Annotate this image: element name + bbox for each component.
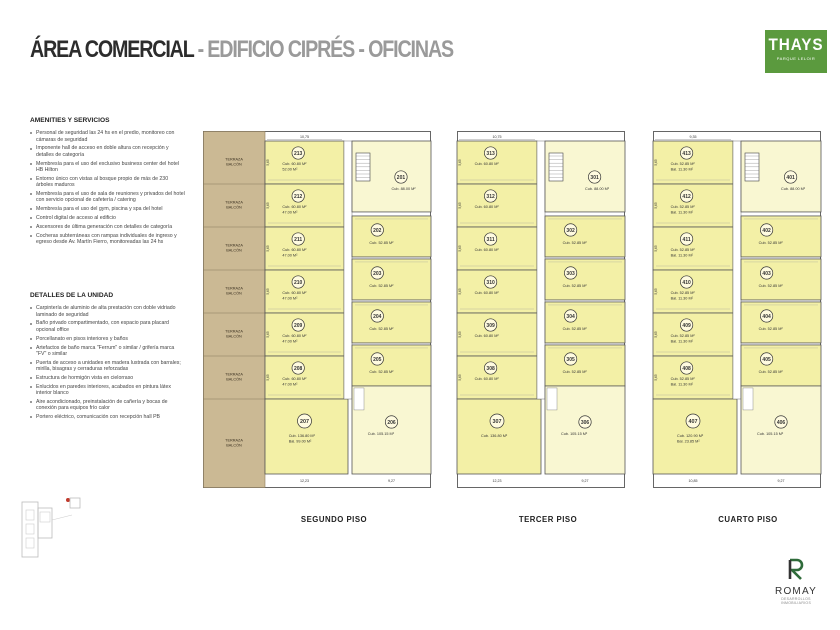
dimension-label: 5,65: [266, 288, 270, 295]
dimension-label: 9,27: [581, 479, 589, 483]
unit-area: Cub. 52.85 M²: [369, 326, 394, 331]
detail-item: Portero eléctrico, comunicación con recepción hall PB: [30, 414, 185, 420]
unit-405: [741, 345, 821, 386]
corridor: [537, 141, 545, 399]
amenity-item: Membresía para el uso del exclusivo business center del hotel HB Hilton: [30, 161, 185, 174]
unit-area: Cub. 136.80 M²: [481, 434, 508, 438]
unit-number: 305: [566, 356, 575, 363]
floor-plan-second: [199, 131, 435, 492]
unit-area: Cub. 52.85 M²: [369, 369, 394, 374]
unit-number: 302: [566, 227, 575, 234]
stair-core: [356, 153, 370, 181]
unit-203: [352, 259, 431, 300]
unit-number: 407: [688, 419, 698, 425]
unit-area: 52.00 M²: [282, 167, 298, 172]
corridor: [344, 141, 352, 399]
unit-number: 205: [373, 356, 382, 363]
floor-plan-svg: [453, 131, 629, 492]
dimension-label: 10,75: [492, 135, 502, 139]
unit-area: Cub. 60.80 M²: [474, 205, 499, 209]
stair-core: [745, 153, 759, 181]
unit-area: Cub. 60.80 M²: [282, 162, 307, 166]
dimension-label: 5,65: [654, 288, 658, 295]
dimension-label: 9,35: [689, 135, 697, 139]
unit-area: Cub. 52.85 M²: [758, 240, 783, 245]
unit-number: 304: [566, 313, 575, 320]
detail-item: Porcellanato en pisos interiores y baños: [30, 336, 185, 342]
thays-logo: [765, 30, 827, 73]
stair-core: [549, 153, 563, 181]
company-sub: DESARROLLOS INMOBILIARIOS: [780, 597, 812, 605]
unit-number: 208: [294, 366, 303, 372]
unit-number: 313: [486, 151, 495, 157]
unit-area: Cub. 60.80 M²: [474, 334, 499, 338]
unit-number: 401: [786, 175, 795, 181]
unit-area: Cub. 88.00 M²: [781, 187, 806, 191]
amenity-item: Control digital de acceso al edificio: [30, 215, 185, 221]
unit-number: 409: [682, 323, 691, 329]
floor-label-second: SEGUNDO PISO: [300, 515, 368, 524]
stair-core: [354, 388, 364, 410]
terrace-label: BALCÓN: [226, 443, 242, 448]
unit-302: [545, 216, 625, 257]
dimension-label: 5,65: [458, 202, 462, 209]
detail-item: Puerta de acceso a unidades en madera lustrada con barrales; mirilla, bisagras y cerraduras reforzadas: [30, 360, 185, 373]
terrace-label: BALCÓN: [226, 248, 242, 253]
unit-area: Cub. 52.85 M²: [670, 248, 695, 252]
terrace-label: TERRAZA: [225, 329, 243, 334]
unit-area: 47.00 M²: [282, 210, 298, 215]
unit-area: Cub. 52.85 M²: [758, 326, 783, 331]
brand-sub: PARQUE LELOIR: [776, 56, 816, 61]
unit-number: 202: [373, 227, 382, 234]
dimension-label: 10,85: [688, 479, 698, 483]
title-sub: - EDIFICIO CIPRÉS - OFICINAS: [193, 36, 453, 63]
unit-area: Cub. 88.00 M²: [391, 187, 416, 191]
dimension-label: 5,65: [654, 202, 658, 209]
unit-205: [352, 345, 431, 386]
unit-number: 403: [762, 270, 771, 277]
unit-area: Cub. 60.80 M²: [282, 205, 307, 209]
unit-area: Cub. 60.80 M²: [282, 334, 307, 338]
unit-area: Cub. 52.85 M²: [670, 377, 695, 381]
amenity-item: Imponente hall de acceso en doble altura con recepción y detalles de categoría: [30, 145, 185, 158]
amenities-heading: AMENITIES Y SERVICIOS: [30, 117, 110, 124]
unit-number: 201: [396, 175, 406, 181]
unit-area: Cub. 52.85 M²: [562, 326, 587, 331]
terrace-label: TERRAZA: [225, 372, 243, 377]
dimension-label: 9,27: [388, 479, 395, 483]
unit-area: Cub. 105.15 M²: [367, 431, 394, 436]
terrace-label: TERRAZA: [225, 243, 243, 248]
unit-202: [352, 216, 431, 257]
unit-number: 405: [762, 356, 771, 363]
terrace-label: BALCÓN: [226, 377, 242, 382]
unit-area: Bal. 99.00 M²: [288, 439, 312, 444]
unit-number: 402: [762, 227, 771, 234]
unit-area: Cub. 52.85 M²: [670, 162, 695, 166]
unit-number: 311: [486, 237, 495, 243]
terrace-area: [204, 132, 266, 488]
unit-area: Cub. 52.85 M²: [369, 283, 394, 288]
unit-number: 413: [682, 151, 691, 157]
unit-area: Cub. 52.85 M²: [562, 369, 587, 374]
terrace-label: BALCÓN: [226, 291, 242, 296]
unit-area: Bal. 11.30 M²: [670, 382, 693, 387]
unit-number: 211: [294, 237, 303, 243]
details-list: [30, 305, 185, 420]
unit-number: 203: [373, 270, 382, 277]
amenity-item: Personal de seguridad las 24 hs en el predio, monitoreo con cámaras de seguridad: [30, 130, 185, 143]
dimension-label: 5,65: [654, 159, 658, 166]
dimension-label: 10,75: [300, 135, 309, 139]
stair-core: [547, 388, 557, 410]
unit-402: [741, 216, 821, 257]
unit-area: Cub. 52.85 M²: [758, 283, 783, 288]
unit-number: 408: [682, 366, 691, 372]
title-main: ÁREA COMERCIAL: [30, 36, 194, 63]
unit-area: Cub. 120.90 M²: [677, 434, 704, 438]
unit-number: 210: [294, 280, 303, 286]
terrace-label: BALCÓN: [226, 162, 242, 167]
unit-305: [545, 345, 625, 386]
romay-r-icon: [787, 558, 805, 580]
unit-number: 310: [486, 280, 495, 286]
unit-number: 204: [373, 313, 382, 320]
unit-area: Bal. 11.30 M²: [670, 167, 693, 172]
dimension-label: 5,65: [458, 245, 462, 252]
unit-number: 306: [580, 419, 590, 426]
unit-area: Bal. 23.85 M²: [677, 439, 700, 444]
unit-number: 303: [566, 270, 575, 277]
floor-label-fourth: CUARTO PISO: [718, 515, 778, 524]
unit-403: [741, 259, 821, 300]
dimension-label: 5,65: [458, 331, 462, 338]
amenities-list: [30, 130, 185, 245]
unit-area: Cub. 52.85 M²: [670, 205, 695, 209]
unit-304: [545, 302, 625, 343]
unit-number: 213: [294, 151, 303, 157]
dimension-label: 12,23: [492, 479, 502, 483]
detail-item: Enlucidos en paredes interiores, acabados en pintura látex interior blanco: [30, 384, 185, 397]
dimension-label: 12,23: [300, 479, 309, 483]
dimension-label: 5,65: [458, 374, 462, 381]
detail-item: Artefactos de baño marca "Ferrum" o similar / grifería marca "FV" o similar: [30, 345, 185, 358]
dimension-label: 9,27: [777, 479, 785, 483]
dimension-label: 5,65: [266, 245, 270, 252]
romay-logo: [768, 558, 824, 605]
company-name: ROMAY: [775, 586, 817, 597]
floor-label-third: TERCER PISO: [518, 515, 578, 524]
unit-area: Cub. 60.80 M²: [474, 162, 499, 166]
unit-number: 212: [294, 194, 303, 200]
unit-number: 209: [294, 323, 303, 329]
details-section: [30, 293, 185, 423]
amenity-item: Ascensores de última generación con detalles de categoría: [30, 224, 185, 230]
corridor: [733, 141, 741, 399]
unit-204: [352, 302, 431, 343]
unit-area: 47.00 M²: [282, 296, 298, 301]
unit-404: [741, 302, 821, 343]
dimension-label: 5,65: [654, 374, 658, 381]
unit-area: Cub. 52.85 M²: [758, 369, 783, 374]
unit-area: 47.00 M²: [282, 253, 298, 258]
detail-item: Aire acondicionado, preinstalación de cañería y bocas de conexión para equipos frío calor: [30, 399, 185, 412]
unit-area: Cub. 60.80 M²: [474, 291, 499, 295]
floor-plan-fourth: [649, 131, 825, 492]
terrace-label: TERRAZA: [225, 200, 243, 205]
dimension-label: 5,65: [266, 331, 270, 338]
unit-number: 410: [682, 280, 691, 286]
unit-area: 47.00 M²: [282, 382, 298, 387]
unit-area: Cub. 88.00 M²: [585, 187, 610, 191]
page-title: [30, 36, 453, 64]
unit-area: Cub. 52.85 M²: [562, 240, 587, 245]
detail-item: Baño privado compartimentado, con espacio para placard opcional office: [30, 320, 185, 333]
unit-number: 411: [682, 237, 691, 243]
dimension-label: 5,65: [458, 159, 462, 166]
amenity-item: Membresía para el uso del gym, piscina y spa del hotel: [30, 206, 185, 212]
unit-area: Cub. 105.15 M²: [561, 431, 588, 436]
terrace-label: BALCÓN: [226, 205, 242, 210]
terrace-label: BALCÓN: [226, 334, 242, 339]
unit-number: 404: [762, 313, 771, 320]
unit-area: Cub. 60.80 M²: [282, 291, 307, 295]
brand-name: THAYS: [768, 35, 824, 54]
terrace-label: TERRAZA: [225, 438, 243, 443]
unit-area: 47.00 M²: [282, 339, 298, 344]
site-plan-thumbnail: [20, 490, 90, 565]
unit-area: Cub. 105.15 M²: [757, 431, 784, 436]
unit-area: Cub. 52.85 M²: [562, 283, 587, 288]
dimension-label: 5,65: [458, 288, 462, 295]
unit-area: Cub. 52.85 M²: [670, 334, 695, 338]
floor-plan-third: [453, 131, 629, 492]
unit-number: 309: [486, 323, 495, 329]
unit-number: 206: [387, 419, 396, 426]
unit-area: Cub. 60.80 M²: [474, 248, 499, 252]
detail-item: Carpintería de aluminio de alta prestación con doble vidriado laminado de seguridad: [30, 305, 185, 318]
unit-303: [545, 259, 625, 300]
unit-area: Cub. 52.85 M²: [670, 291, 695, 295]
dimension-label: 5,65: [654, 245, 658, 252]
unit-area: Cub. 60.80 M²: [282, 377, 307, 381]
unit-area: Bal. 11.30 M²: [670, 296, 693, 301]
terrace-label: TERRAZA: [225, 286, 243, 291]
unit-number: 312: [486, 194, 495, 200]
dimension-label: 5,65: [266, 202, 270, 209]
dimension-label: 5,65: [266, 159, 270, 166]
dimension-label: 5,65: [266, 374, 270, 381]
floor-plan-svg: [199, 131, 435, 492]
terrace-label: TERRAZA: [225, 157, 243, 162]
amenity-item: Entorno único con vistas al bosque propio de más de 230 árboles maduros: [30, 176, 185, 189]
unit-area: Cub. 60.80 M²: [282, 248, 307, 252]
unit-number: 406: [776, 419, 786, 426]
unit-number: 207: [300, 419, 309, 425]
unit-area: Bal. 11.30 M²: [670, 339, 693, 344]
stair-core: [743, 388, 753, 410]
detail-item: Estructura de hormigón vista en cielorraso: [30, 375, 185, 381]
amenity-item: Membresía para el uso de sala de reuniones y privados del hotel con servicio opcional de cafetería / catering: [30, 191, 185, 204]
floor-plan-svg: [649, 131, 825, 492]
unit-number: 412: [682, 194, 691, 200]
unit-number: 307: [492, 419, 502, 425]
amenities-section: [30, 118, 185, 248]
unit-area: Bal. 11.30 M²: [670, 210, 693, 215]
unit-area: Cub. 60.80 M²: [474, 377, 499, 381]
details-heading: DETALLES DE LA UNIDAD: [30, 292, 114, 299]
unit-number: 308: [486, 366, 495, 372]
unit-area: Bal. 11.30 M²: [670, 253, 693, 258]
amenity-item: Cocheras subterráneas con rampas individuales de ingreso y egreso desde Av. Martín Fierro, monitoreadas las 24 hs: [30, 233, 185, 246]
dimension-label: 5,65: [654, 331, 658, 338]
unit-number: 301: [590, 175, 599, 181]
unit-area: Cub. 136.80 M²: [288, 434, 315, 438]
unit-area: Cub. 52.85 M²: [369, 240, 394, 245]
